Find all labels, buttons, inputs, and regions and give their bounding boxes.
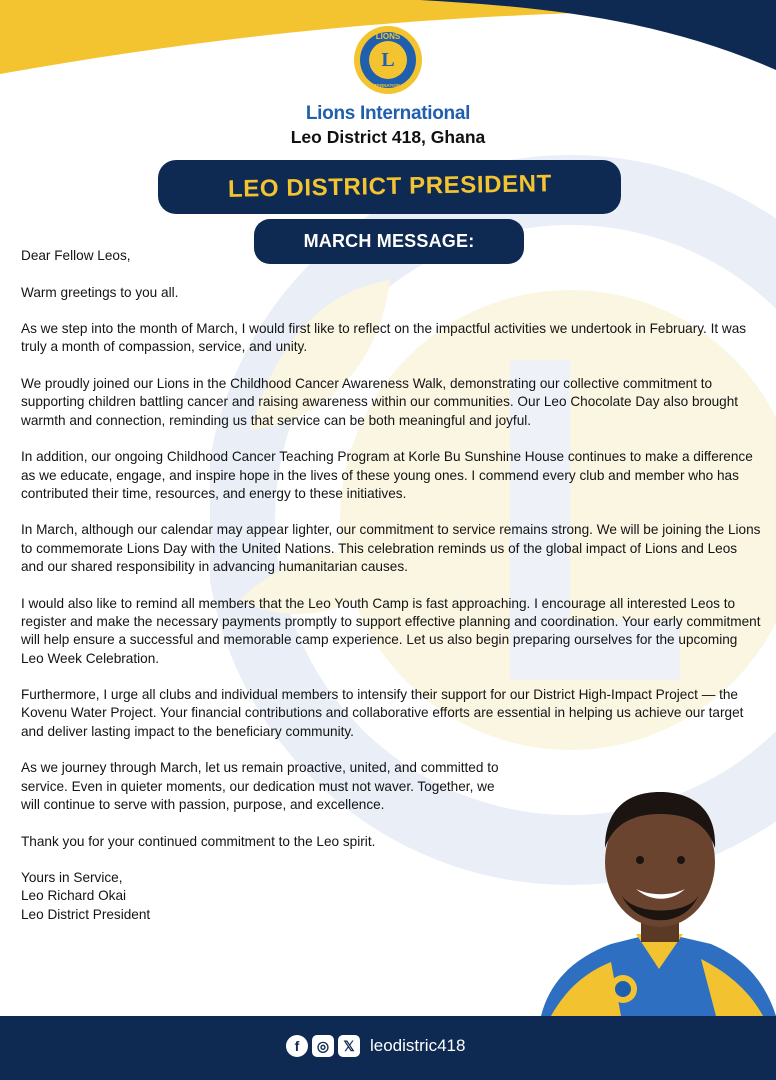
- signature-closing: Yours in Service,: [21, 870, 123, 886]
- org-name: Lions International: [305, 103, 471, 124]
- letter-paragraph: I would also like to remind all members that the Leo Youth Camp is fast approaching. I encourage all interested Leos to register and make the necessary payments promptly to support effective planning and coordination. Your early commitment will help ensure a successful and memorable camp experience. Let us also begin preparing ourselves for the upcoming Leo Week Celebration.: [21, 595, 761, 666]
- facebook-icon[interactable]: f: [286, 1035, 308, 1057]
- subtitle-banner-text: MARCH MESSAGE:: [303, 231, 475, 251]
- president-portrait: [541, 784, 776, 1016]
- letter-paragraph: In March, although our calendar may appear lighter, our commitment to service remains strong. We will be joining the Lions to commemorate Lions Day with the United Nations. This celebration reminds us of the global impact of Lions and Leos and our shared responsibility in advancing humanitarian causes.: [21, 522, 761, 575]
- letter-greeting: Dear Fellow Leos,: [21, 248, 131, 263]
- title-banner: [158, 160, 621, 214]
- x-icon[interactable]: 𝕏: [338, 1035, 360, 1057]
- letter-paragraph: We proudly joined our Lions in the Childhood Cancer Awareness Walk, demonstrating our collective commitment to supporting children battling cancer and raising awareness within our communities. Our Leo Chocolate Day also brought warmth and connection, reminding us that service can be both meaningful and joyful.: [21, 376, 739, 428]
- letter-paragraph: In addition, our ongoing Childhood Cancer Teaching Program at Korle Bu Sunshine House continues to make a difference as we educate, engage, and inspire hope in the lives of these young ones. I commend every club and member who has contributed their time, resources, and energy to these initiatives.: [21, 449, 753, 501]
- title-banner-text: LEO DISTRICT PRESIDENT: [227, 170, 552, 203]
- signature-name: Leo Richard Okai: [21, 888, 127, 904]
- letter-paragraph: As we journey through March, let us remain proactive, united, and committed to service. Even in quieter moments, our dedication must not waver. Together, we will continue to serve with passion, purpose, and excellence.: [21, 760, 499, 812]
- letter-paragraph: Furthermore, I urge all clubs and individual members to intensify their support for our District High-Impact Project — the Kovenu Water Project. Your financial contributions and collaborative efforts are essential in helping us achieve our target and deliver lasting impact to the beneficiary community.: [21, 687, 744, 739]
- letter-paragraph: As we step into the month of March, I would first like to reflect on the impactful activities we undertook in February. It was truly a month of compassion, service, and unity.: [21, 321, 747, 355]
- svg-text:L: L: [381, 49, 395, 71]
- logo-text-bottom: INTERNATIONAL: [369, 83, 407, 88]
- letter-paragraph: Thank you for your continued commitment to the Leo spirit.: [21, 833, 376, 849]
- logo-text-top: LIONS: [375, 32, 401, 41]
- social-handle[interactable]: leodistric418: [370, 1036, 466, 1055]
- letter-paragraph: Warm greetings to you all.: [21, 284, 179, 300]
- social-links: [286, 1035, 465, 1057]
- instagram-icon[interactable]: ◎: [312, 1035, 334, 1057]
- signature-role: Leo District President: [21, 906, 151, 922]
- district-name: Leo District 418, Ghana: [290, 127, 486, 147]
- lions-logo-icon: [348, 24, 428, 96]
